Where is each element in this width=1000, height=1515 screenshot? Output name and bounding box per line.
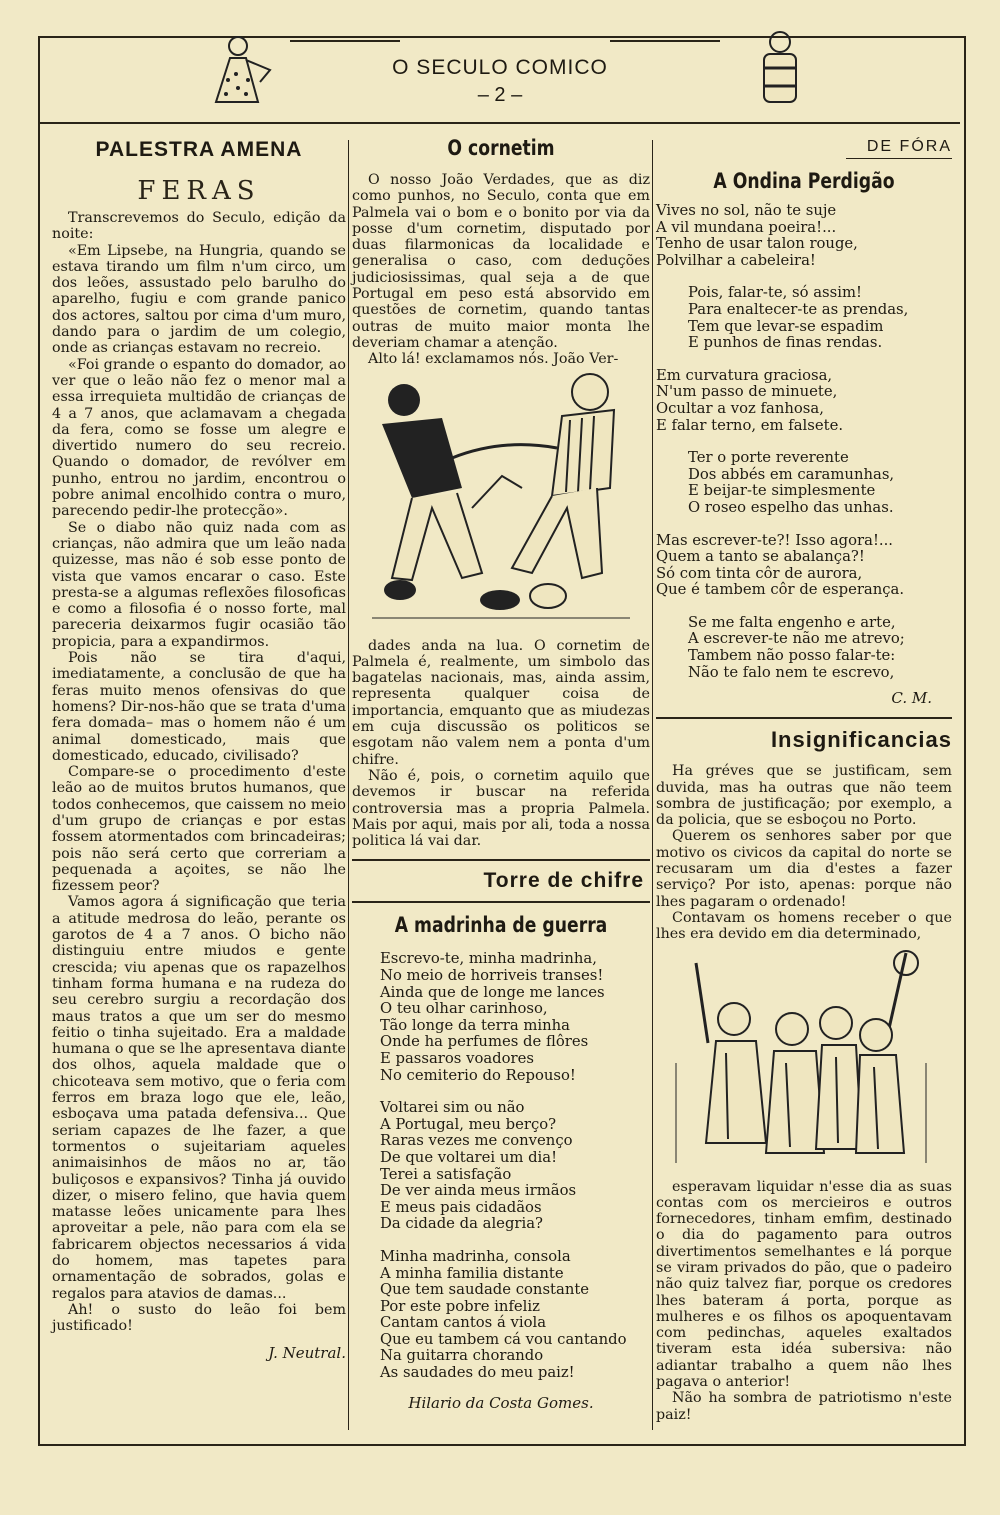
verse-line: E falar terno, em falsete.	[656, 416, 844, 434]
verse-line: Em curvatura graciosa,	[656, 366, 833, 384]
paragraph: Querem os senhores saber por que motivo os civicos da capital do norte se recusaram um dia d'estes a fazer serviço? Por isto, apenas: porque não lhes pagaram o ordenado!	[656, 828, 952, 910]
page-number: – 2 –	[477, 84, 523, 106]
paragraph: Ah! o susto do leão foi bem justificado!	[52, 1301, 346, 1335]
paragraph: «Foi grande o espanto do domador, ao ver que o leão não fez o menor mal a essa irrequieta multidão de crianças de 4 a 7 anos, que aclamavam a chegada da fera, como se fosse um alegre e divertido numero do seu recreio. Quando o domador, de revólver em punho, entrou no jardim, encontrou o pobre animal encolhido contra o muro, parecendo pedir-lhe protecção».	[52, 356, 346, 520]
verse-line: A Portugal, meu berço?	[380, 1115, 557, 1133]
verse-line: Se me falta engenho e arte,	[688, 613, 896, 631]
poem-title: A Ondina Perdigão	[713, 169, 895, 193]
poem-signature: Hilario da Costa Gomes.	[408, 1393, 594, 1412]
paragraph: Alto lá! exclamamos nós. João Ver-	[368, 351, 619, 368]
verse-line: O roseo espelho das unhas.	[688, 498, 894, 516]
verse-line: Onde ha perfumes de flôres	[380, 1033, 589, 1051]
stanza	[656, 203, 952, 269]
stanza	[656, 615, 952, 681]
verse-line: Que eu tambem cá vou cantando	[380, 1330, 627, 1348]
stanza	[656, 285, 952, 351]
verse-line: No meio de horriveis transes!	[380, 967, 604, 985]
column-de-fora	[656, 130, 952, 1423]
stanza	[656, 368, 952, 434]
paragraph: dades anda na lua. O cornetim de Palmela é, realmente, um simbolo das bagatelas nacionais, mas, ainda assim, representa qualquer coisa de importancia, emquanto que as miudezas em cuja discussão os politicos se esgotam não valem nem a ponta d'um chifre.	[352, 637, 650, 768]
column-rule	[652, 140, 653, 1430]
article-body	[656, 763, 952, 942]
newspaper-title: O SECULO COMICO	[392, 56, 608, 79]
divider	[352, 901, 650, 903]
column-palestra-amena	[52, 130, 346, 1362]
section-title: Insignificancias	[770, 727, 952, 753]
paragraph: esperavam liquidar n'esse dia as suas contas com os mercieiros e outros fornecedores, tinham emfim, destinado o dia do pagamento para outros divertimentos semelhantes e lá porque se viram privados do pão, que o padeiro não quiz talvez fiar, porque os credores lhes bateram á porta, porque as mulheres e os filhos os apoquentavam com pedinchas, aqueles exaltados tiveram esta idéa subersiva: não adiantar trabalho a quem não lhes pagava o anterior!	[656, 1178, 952, 1391]
verse-line: Quem a tanto se abalança?!	[656, 548, 865, 566]
stanza	[656, 450, 952, 516]
article-title: O cornetim	[447, 136, 555, 160]
stanza	[380, 951, 650, 1084]
section-title: Torre de chifre	[483, 869, 644, 893]
verse-line: Da cidade da alegria?	[380, 1215, 543, 1233]
section-title: DE FÓRA	[866, 138, 952, 155]
stanza	[380, 1249, 650, 1382]
article-title: FERAS	[137, 176, 261, 206]
verse-line: Pois, falar-te, só assim!	[688, 284, 862, 302]
paragraph: Compare-se o procedimento d'este leão ao de muitos brutos humanos, que todos conhecemos, que caissem no meio d'um grupo de crianças e por estas fossem atormentados com brincadeiras; pois não será certo que correriam a pequenada a açoites, se não lhe fizessem peor?	[52, 764, 346, 895]
verse-line: Vives no sol, não te suje	[656, 202, 837, 219]
signature: J. Neutral.	[268, 1344, 346, 1363]
poem-body	[656, 203, 952, 681]
verse-line: Não te falo nem te escrevo,	[688, 663, 895, 681]
article-body	[52, 210, 346, 1334]
paragraph: O nosso João Verdades, que as diz como punhos, no Seculo, conta que em Palmela vai o bom e o bonito por via da posse d'um cornetim, disputado por duas filarmonicas da localidade e generalisa o caso, com deduções judiciosissimas, qual seja a de que Portugal em peso está absorvido em questões de cornetim, quando tantas outras de muito maior monta lhe deveriam chamar a atenção.	[352, 172, 650, 351]
verse-line: Que tem saudade constante	[380, 1281, 590, 1299]
verse-line: Ocultar a voz fanhosa,	[656, 399, 824, 417]
verse-line: A escrever-te não me atrevo;	[688, 630, 905, 648]
divider	[656, 717, 952, 719]
verse-line: E punhos de finas rendas.	[688, 334, 883, 352]
poem-signature: C. M.	[891, 689, 932, 708]
paragraph: Vamos agora á significação que teria a atitude medrosa do leão, perante os garotos de 4 a 7 anos. O bicho não distinguiu entre miudos e gente crescida; viu apenas que os rapazelhos tinham forma humana e na rudeza do seu cerebro surgiu a recordação dos maus tratos a que um ser do mesmo feitio o tinha sujeitado. Era a maldade humana o que se lhe apresentava diante dos olhos, aquela maldade que o chicoteava sem motivo, que o feria com ferros em braza logo que ele, leão, esboçava uma patada defensiva... Que seriam capazes de lhe fazer, a que tormentos o sujeitariam aqueles animaisinhos de mãos no ar, tão buliçosos e expansivos? Tinha já ouvido dizer, o misero felino, que havia quem matasse leões unicamente para lhes aproveitar a pele, não para com ela se fabricarem objectos necessarios á vida do homem, mas tapetes para ornamentação de sobrados, golas e regalos para atavios de damas...	[52, 894, 346, 1302]
divider	[352, 859, 650, 861]
verse-line: Que é tambem côr de esperança.	[656, 581, 905, 599]
paragraph: Ha gréves que se justificam, sem duvida, mas ha outras que não teem sombra de justificação; por exemplo, a da policia, que se esboçou no Porto.	[656, 763, 952, 829]
stanza	[656, 533, 952, 599]
paragraph: Se o diabo não quiz nada com as crianças, não admira que um leão nada quizesse, mas não é sob esse ponto de vista que vamos encarar o caso. Este presta-se a algumas reflexões filosoficas e como a filosofia é o nosso forte, mal pareceria deixarmos fugir ocasião tão propicia, para a expandirmos.	[52, 519, 346, 650]
illustration-tug-of-war	[352, 368, 650, 638]
verse-line: De que voltarei um dia!	[380, 1148, 558, 1166]
verse-line: Tenho de usar talon rouge,	[656, 235, 858, 253]
paragraph: Transcrevemos do Seculo, edição da noite:	[52, 210, 346, 243]
illustration-police-crowd	[656, 943, 952, 1179]
verse-line: Só com tinta côr de aurora,	[656, 564, 863, 582]
paragraph: Pois não se tira d'aqui, imediatamente, a conclusão de que ha feras muito menos ofensivas do que homens? Dir-nos-hão que se trata d'uma fera domada– mas o homem não é um animal domesticado, mais que domesticado, educado, civilisado?	[52, 650, 346, 764]
verse-line: Polvilhar a cabeleira!	[656, 251, 816, 269]
verse-line: Dos abbés em caramunhas,	[688, 465, 895, 483]
article-body	[656, 1179, 952, 1423]
paragraph: Não ha sombra de patriotismo n'este paiz!	[656, 1390, 952, 1423]
verse-line: Ter o porte reverente	[688, 449, 849, 467]
masthead	[40, 40, 960, 124]
paragraph: Não é, pois, o cornetim aquilo que devemos ir buscar na referida controversia mas a propria Palmela. Mais por aqui, mais por ali, toda a nossa politica lá vai dar.	[352, 767, 650, 850]
verse-line: E passaros voadores	[380, 1049, 534, 1067]
verse-line: Ainda que de longe me lances	[380, 983, 605, 1001]
paragraph: «Em Lipsebe, na Hungria, quando se estava tirando um film n'um circo, um dos leões, assustado pelo barulho do aparelho, fugiu e com grande panico dos actores, saltou por cima d'um muro, dando para o jardim de um colegio, onde as crianças estavam no recreio.	[52, 242, 346, 357]
verse-line: Por este pobre infeliz	[380, 1297, 540, 1315]
section-title: PALESTRA AMENA	[95, 138, 303, 161]
verse-line: E beijar-te simplesmente	[688, 482, 876, 500]
verse-line: A vil mundana poeira!...	[656, 218, 837, 236]
verse-line: A minha familia distante	[380, 1264, 564, 1282]
masthead-rule-right	[610, 40, 720, 42]
paragraph: Contavam os homens receber o que lhes era devido em dia determinado,	[656, 909, 952, 943]
verse-line: E meus pais cidadãos	[380, 1198, 542, 1216]
masthead-rule-left	[290, 40, 400, 42]
verse-line: Tambem não posso falar-te:	[688, 647, 896, 665]
verse-line: Raras vezes me convenço	[380, 1132, 573, 1150]
verse-line: Terei a satisfação	[380, 1165, 512, 1183]
verse-line: Cantam cantos á viola	[380, 1314, 547, 1332]
verse-line: Mas escrever-te?! Isso agora!...	[656, 531, 894, 549]
poem-body	[352, 951, 650, 1381]
verse-line: Minha madrinha, consola	[380, 1247, 571, 1265]
poem-title: A madrinha de guerra	[394, 913, 608, 938]
verse-line: Tão longe da terra minha	[380, 1016, 570, 1034]
divider	[846, 158, 952, 159]
verse-line: As saudades do meu paiz!	[380, 1364, 575, 1382]
verse-line: De ver ainda meus irmãos	[380, 1182, 577, 1200]
verse-line: N'um passo de minuete,	[656, 383, 838, 401]
verse-line: Tem que levar-se espadim	[688, 317, 884, 335]
verse-line: Escrevo-te, minha madrinha,	[380, 950, 597, 968]
verse-line: O teu olhar carinhoso,	[380, 1000, 548, 1018]
verse-line: Para enaltecer-te as prendas,	[688, 300, 909, 318]
verse-line: Na guitarra chorando	[380, 1347, 544, 1365]
column-rule	[348, 140, 349, 1430]
article-body	[352, 172, 650, 368]
verse-line: No cemiterio do Repouso!	[380, 1066, 576, 1084]
stanza	[380, 1100, 650, 1233]
column-cornetim	[352, 130, 650, 1412]
article-body	[352, 638, 650, 850]
verse-line: Voltarei sim ou não	[380, 1099, 525, 1117]
